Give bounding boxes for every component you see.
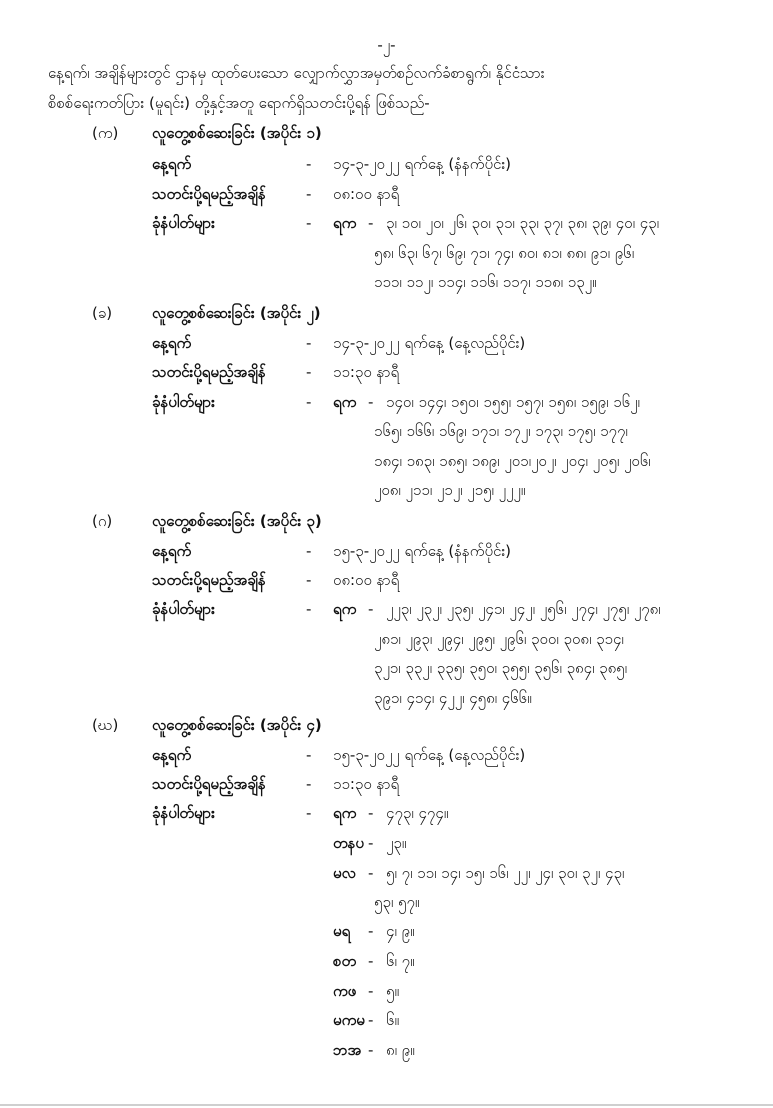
- section-marker: (ဂ): [92, 512, 113, 530]
- separator-dash: -: [306, 185, 312, 203]
- seat-number-line: ၁၁၁၊ ၁၁၂၊ ၁၁၄၊ ၁၁၆၊ ၁၁၇၊ ၁၁၈၊ ၁၃၂။: [374, 273, 597, 291]
- report-time: ၁၁:၃၀ နာရီ: [333, 775, 400, 793]
- section-title: လူတွေ့စစ်ဆေးခြင်း (အပိုင်း ၂): [152, 304, 321, 322]
- separator-dash: -: [306, 746, 312, 764]
- separator-dash: -: [368, 214, 374, 232]
- seat-numbers-label: ခုံနံပါတ်များ: [152, 804, 215, 822]
- seat-number-line: ၅၃၊ ၅၇။: [374, 893, 420, 911]
- report-time: ၀၈:၀၀ နာရီ: [333, 185, 400, 203]
- region-code: မလ: [333, 864, 356, 882]
- separator-dash: -: [306, 155, 312, 173]
- seat-numbers-label: ခုံနံပါတ်များ: [152, 214, 215, 232]
- region-code: ဘအ: [333, 1041, 362, 1059]
- seat-numbers-label: ခုံနံပါတ်များ: [152, 600, 215, 618]
- seat-number-line: ၁၄၀၊ ၁၄၄၊ ၁၅၀၊ ၁၅၅၊ ၁၅၇၊ ၁၅၈၊ ၁၅၉၊ ၁၆၂၊: [386, 393, 640, 411]
- intro-line: စိစစ်ရေးကတ်ပြား (မူရင်း) တို့နှင့်အတူ ရောက်ရှိသတင်းပို့ရန် ဖြစ်သည်-: [48, 94, 430, 112]
- exam-date: ၁၅-၃-၂၀၂၂ ရက်နေ့ (နေ့လည်ပိုင်း): [333, 746, 526, 764]
- seat-number-line: ၆။: [386, 1011, 399, 1029]
- separator-dash: -: [368, 600, 374, 618]
- separator-dash: -: [368, 804, 374, 822]
- seat-number-line: ၅။: [386, 982, 399, 1000]
- date-label: နေ့ရက်: [152, 746, 192, 764]
- section-marker: (ဃ): [92, 716, 119, 734]
- seat-number-line: ၁၆၅၊ ၁၆၆၊ ၁၆၉၊ ၁၇၁၊ ၁၇၂၊ ၁၇၃၊ ၁၇၅၊ ၁၇၇၊: [374, 422, 628, 440]
- exam-date: ၁၅-၃-၂၀၂၂ ရက်နေ့ (နံနက်ပိုင်း): [333, 542, 512, 560]
- separator-dash: -: [306, 214, 312, 232]
- region-code: မရ: [333, 922, 351, 940]
- separator-dash: -: [368, 1041, 374, 1059]
- separator-dash: -: [306, 804, 312, 822]
- separator-dash: -: [368, 1011, 374, 1029]
- seat-numbers-label: ခုံနံပါတ်များ: [152, 393, 215, 411]
- seat-number-line: ၁၈၄၊ ၁၈၃၊ ၁၈၅၊ ၁၈၉၊ ၂၀၁၊၂၀၂၊ ၂၀၄၊ ၂၀၅၊ ၂၀၆၊: [374, 452, 651, 470]
- separator-dash: -: [368, 952, 374, 970]
- separator-dash: -: [306, 363, 312, 381]
- section-marker: (က): [92, 124, 119, 142]
- date-label: နေ့ရက်: [152, 334, 192, 352]
- region-code: ကဖ: [333, 982, 357, 1000]
- report-time-label: သတင်းပို့ရမည့်အချိန်: [152, 571, 266, 589]
- separator-dash: -: [368, 834, 374, 852]
- region-code: ရက: [333, 600, 357, 618]
- section-title: လူတွေ့စစ်ဆေးခြင်း (အပိုင်း ၃): [152, 512, 322, 530]
- separator-dash: -: [306, 542, 312, 560]
- region-code: မကမ: [333, 1011, 365, 1029]
- seat-number-line: ၃၊ ၁၀၊ ၂၀၊ ၂၆၊ ၃၀၊ ၃၁၊ ၃၃၊ ၃၇၊ ၃၈၊ ၃၉၊ ၄၀၊ ၄၃၊: [386, 214, 659, 232]
- separator-dash: -: [306, 571, 312, 589]
- seat-number-line: ၅၊ ၇၊ ၁၁၊ ၁၄၊ ၁၅၊ ၁၆၊ ၂၂၊ ၂၄၊ ၃၀၊ ၃၂၊ ၄၃၊: [386, 864, 625, 882]
- seat-number-line: ၈၊ ၉။: [386, 1041, 415, 1059]
- seat-number-line: ၅၈၊ ၆၃၊ ၆၇၊ ၆၉၊ ၇၁၊ ၇၄၊ ၈၀၊ ၈၁၊ ၈၈၊ ၉၁၊ ၉၆၊: [374, 244, 635, 262]
- separator-dash: -: [368, 393, 374, 411]
- separator-dash: -: [368, 922, 374, 940]
- report-time: ၁၁:၃၀ နာရီ: [333, 363, 400, 381]
- region-code: ရက: [333, 214, 357, 232]
- page-number: -၂-: [377, 36, 396, 54]
- section-marker: (ခ): [92, 304, 113, 322]
- separator-dash: -: [306, 334, 312, 352]
- report-time: ၀၈:၀၀ နာရီ: [333, 571, 400, 589]
- separator-dash: -: [306, 775, 312, 793]
- report-time-label: သတင်းပို့ရမည့်အချိန်: [152, 185, 266, 203]
- seat-number-line: ၃၂၁၊ ၃၃၂၊ ၃၃၅၊ ၃၅၀၊ ၃၅၅၊ ၃၅၆၊ ၃၈၄၊ ၃၈၅၊: [374, 659, 627, 677]
- report-time-label: သတင်းပို့ရမည့်အချိန်: [152, 775, 266, 793]
- report-time-label: သတင်းပို့ရမည့်အချိန်: [152, 363, 266, 381]
- region-code: စတ: [333, 952, 357, 970]
- region-code: ရက: [333, 393, 357, 411]
- section-title: လူတွေ့စစ်ဆေးခြင်း (အပိုင်း ၁): [152, 124, 322, 142]
- seat-number-line: ၄၇၃၊ ၄၇၄။: [386, 804, 449, 822]
- intro-line: နေ့ရက်၊ အချိန်များတွင် ဌာနမှ ထုတ်ပေးသော လျှောက်လွှာအမှတ်စဉ်လက်ခံစာရွက်၊ နိုင်ငံသား: [48, 64, 545, 82]
- seat-number-line: ၆၊ ၇။: [386, 952, 415, 970]
- seat-number-line: ၄၊ ၉။: [386, 922, 415, 940]
- seat-number-line: ၂၀၈၊ ၂၁၁၊ ၂၁၂၊ ၂၁၅၊ ၂၂၂။: [374, 481, 526, 499]
- region-code: ရက: [333, 804, 357, 822]
- exam-date: ၁၄-၃-၂၀၂၂ ရက်နေ့ (နံနက်ပိုင်း): [333, 155, 512, 173]
- separator-dash: -: [306, 600, 312, 618]
- date-label: နေ့ရက်: [152, 155, 192, 173]
- seat-number-line: ၂၂၃၊ ၂၃၂၊ ၂၃၅၊ ၂၄၁၊ ၂၄၂၊ ၂၅၆၊ ၂၇၄၊ ၂၇၅၊ ၂၇၈၊: [386, 600, 661, 618]
- separator-dash: -: [306, 393, 312, 411]
- separator-dash: -: [368, 982, 374, 1000]
- region-code: တနပ: [333, 834, 364, 852]
- seat-number-line: ၃၉၁၊ ၄၁၄၊ ၄၂၂၊ ၄၅၈၊ ၄၆၆။: [374, 689, 532, 707]
- seat-number-line: ၂၃။: [386, 834, 407, 852]
- page-bottom-divider: [0, 1104, 773, 1106]
- section-title: လူတွေ့စစ်ဆေးခြင်း (အပိုင်း ၄): [152, 716, 322, 734]
- exam-date: ၁၄-၃-၂၀၂၂ ရက်နေ့ (နေ့လည်ပိုင်း): [333, 334, 526, 352]
- seat-number-line: ၂၈၁၊ ၂၉၃၊ ၂၉၄၊ ၂၉၅၊ ၂၉၆၊ ၃၀၀၊ ၃၀၈၊ ၃၁၄၊: [374, 630, 624, 648]
- date-label: နေ့ရက်: [152, 542, 192, 560]
- separator-dash: -: [368, 864, 374, 882]
